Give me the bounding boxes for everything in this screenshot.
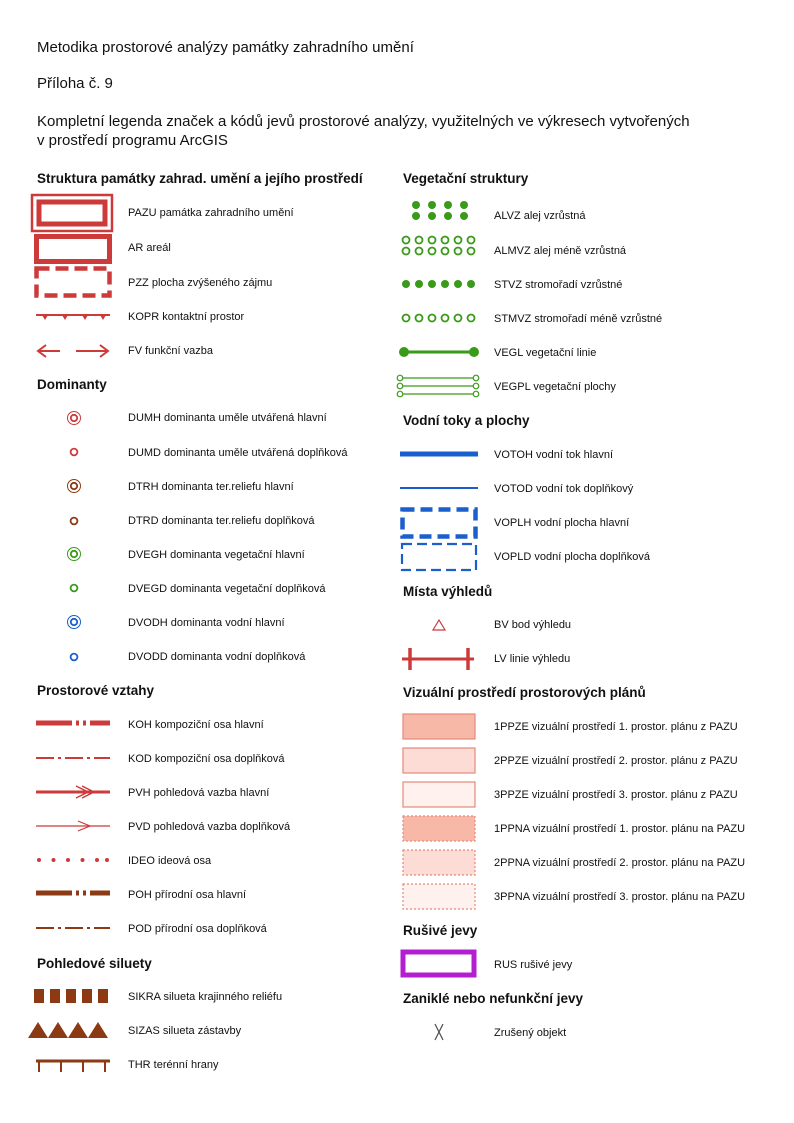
legend-item-thr: THR terénní hrany	[128, 1059, 219, 1071]
2ppna-fill-icon	[402, 849, 478, 877]
section-title-rusive: Rušivé jevy	[403, 923, 478, 938]
legend-item-pod: POD přírodní osa doplňková	[128, 923, 267, 935]
legend-item-ideo: IDEO ideová osa	[128, 855, 212, 867]
pvd-arrow-icon	[36, 818, 112, 834]
legend-item-votoh: VOTOH vodní tok hlavní	[494, 449, 614, 461]
legend-item-sikra: SIKRA silueta krajinného reliéfu	[128, 991, 283, 1003]
dtrd-circle-icon	[66, 513, 82, 529]
legend-item-pazu: PAZU památka zahradního umění	[128, 207, 294, 219]
section-title-vegetace: Vegetační struktury	[403, 171, 529, 186]
document-subtitle-line1: Kompletní legenda značek a kódů jevů prostorové analýzy, využitelných ve výkresech vytvořených	[37, 113, 690, 130]
legend-item-stvz: STVZ stromořadí vzrůstné	[494, 279, 623, 291]
legend-item-dvegd: DVEGD dominanta vegetační doplňková	[128, 583, 326, 595]
legend-item-zruseny: Zrušený objekt	[494, 1027, 567, 1039]
legend-item-vegl: VEGL vegetační linie	[494, 347, 597, 359]
dvodd-circle-icon	[66, 649, 82, 665]
stvz-dots-icon	[400, 278, 480, 290]
document-subtitle-line2: v prostředí programu ArcGIS	[37, 132, 228, 149]
sizas-triangles-icon	[28, 1020, 110, 1040]
section-title-zanikle: Zaniklé nebo nefunkční jevy	[403, 991, 584, 1006]
vopld-dashed-rect-icon	[400, 542, 480, 572]
1ppze-fill-icon	[402, 713, 478, 741]
legend-item-2ppna: 2PPNA vizuální prostředí 2. prostor. plánu na PAZU	[494, 857, 746, 869]
ideo-dots-icon	[36, 855, 112, 865]
legend-item-sizas: SIZAS silueta zástavby	[128, 1025, 242, 1037]
legend-item-voplh: VOPLH vodní plocha hlavní	[494, 517, 630, 529]
legend-item-vegpl: VEGPL vegetační plochy	[494, 381, 616, 393]
section-title-dominanty: Dominanty	[37, 377, 107, 392]
legend-item-dumd: DUMD dominanta uměle utvářená doplňková	[128, 447, 348, 459]
rus-rect-icon	[400, 949, 478, 979]
sikra-blocks-icon	[34, 988, 110, 1004]
dvodh-circle-icon	[66, 614, 82, 630]
legend-item-pzz: PZZ plocha zvýšeného zájmu	[128, 277, 273, 289]
section-title-vztahy: Prostorové vztahy	[37, 683, 155, 698]
legend-item-alvz: ALVZ alej vzrůstná	[494, 210, 586, 222]
ticked-line-icon	[36, 310, 112, 326]
legend-item-dvodd: DVODD dominanta vodní doplňková	[128, 651, 306, 663]
legend-item-3ppna: 3PPNA vizuální prostředí 3. prostor. plánu na PAZU	[494, 891, 746, 903]
dtrh-circle-icon	[66, 478, 82, 494]
bv-triangle-icon	[432, 619, 446, 631]
poh-line-icon	[36, 888, 112, 898]
cancelled-object-icon	[432, 1023, 446, 1041]
legend-item-vopld: VOPLD vodní plocha doplňková	[494, 551, 650, 563]
legend-item-kopr: KOPR kontaktní prostor	[128, 311, 245, 323]
1ppna-fill-icon	[402, 815, 478, 843]
double-rectangle-icon	[30, 193, 114, 233]
section-title-siluety: Pohledové siluety	[37, 956, 152, 971]
kod-line-icon	[36, 753, 112, 763]
appendix-number: Příloha č. 9	[37, 75, 113, 92]
pod-line-icon	[36, 923, 112, 933]
voplh-dashed-rect-icon	[400, 507, 480, 539]
arrows-icon	[36, 344, 112, 360]
3ppze-fill-icon	[402, 781, 478, 809]
legend-item-kod: KOD kompoziční osa doplňková	[128, 753, 285, 765]
legend-item-ar: AR areál	[128, 242, 171, 254]
section-title-vizual: Vizuální prostředí prostorových plánů	[403, 685, 646, 700]
vegl-line-icon	[398, 345, 482, 359]
legend-item-dvegh: DVEGH dominanta vegetační hlavní	[128, 549, 305, 561]
legend-item-dumh: DUMH dominanta uměle utvářená hlavní	[128, 412, 327, 424]
section-title-voda: Vodní toky a plochy	[403, 413, 530, 428]
2ppze-fill-icon	[402, 747, 478, 775]
legend-item-1ppna: 1PPNA vizuální prostředí 1. prostor. plánu na PAZU	[494, 823, 746, 835]
pvh-arrow-icon	[36, 784, 112, 800]
legend-item-votod: VOTOD vodní tok doplňkový	[494, 483, 634, 495]
legend-item-bv: BV bod výhledu	[494, 619, 572, 631]
3ppna-fill-icon	[402, 883, 478, 911]
dumh-circle-icon	[66, 410, 82, 426]
legend-item-1ppze: 1PPZE vizuální prostředí 1. prostor. plánu z PAZU	[494, 721, 738, 733]
alvz-dots-icon	[410, 200, 470, 222]
lv-line-icon	[402, 647, 476, 671]
section-title-vyhledy: Místa výhledů	[403, 584, 493, 599]
votod-line-icon	[400, 483, 480, 493]
rectangle-icon	[34, 234, 114, 264]
legend-item-pvh: PVH pohledová vazba hlavní	[128, 787, 270, 799]
document-title: Metodika prostorové analýzy památky zahradního umění	[37, 39, 414, 56]
legend-item-dtrd: DTRD dominanta ter.reliefu doplňková	[128, 515, 315, 527]
legend-item-rus: RUS rušivé jevy	[494, 959, 573, 971]
legend-item-koh: KOH kompoziční osa hlavní	[128, 719, 264, 731]
dvegd-circle-icon	[66, 580, 82, 596]
stmvz-rings-icon	[400, 312, 480, 324]
legend-item-dvodh: DVODH dominanta vodní hlavní	[128, 617, 285, 629]
legend-item-almvz: ALMVZ alej méně vzrůstná	[494, 245, 627, 257]
dumd-circle-icon	[66, 444, 82, 460]
legend-item-poh: POH přírodní osa hlavní	[128, 889, 247, 901]
legend-item-pvd: PVD pohledová vazba doplňková	[128, 821, 291, 833]
koh-line-icon	[36, 718, 112, 728]
almvz-rings-icon	[400, 235, 480, 257]
legend-item-fv: FV funkční vazba	[128, 345, 213, 357]
legend-item-2ppze: 2PPZE vizuální prostředí 2. prostor. plánu z PAZU	[494, 755, 738, 767]
legend-item-dtrh: DTRH dominanta ter.reliefu hlavní	[128, 481, 294, 493]
dvegh-circle-icon	[66, 546, 82, 562]
legend-item-3ppze: 3PPZE vizuální prostředí 3. prostor. plánu z PAZU	[494, 789, 738, 801]
vegpl-lines-icon	[396, 374, 480, 398]
section-title-struktura: Struktura památky zahrad. umění a jejího prostředí	[37, 171, 363, 186]
dashed-rectangle-icon	[34, 266, 114, 298]
legend-item-lv: LV linie výhledu	[494, 653, 571, 665]
votoh-line-icon	[400, 449, 480, 459]
legend-item-stmvz: STMVZ stromořadí méně vzrůstné	[494, 313, 663, 325]
thr-ticks-icon	[36, 1058, 112, 1074]
